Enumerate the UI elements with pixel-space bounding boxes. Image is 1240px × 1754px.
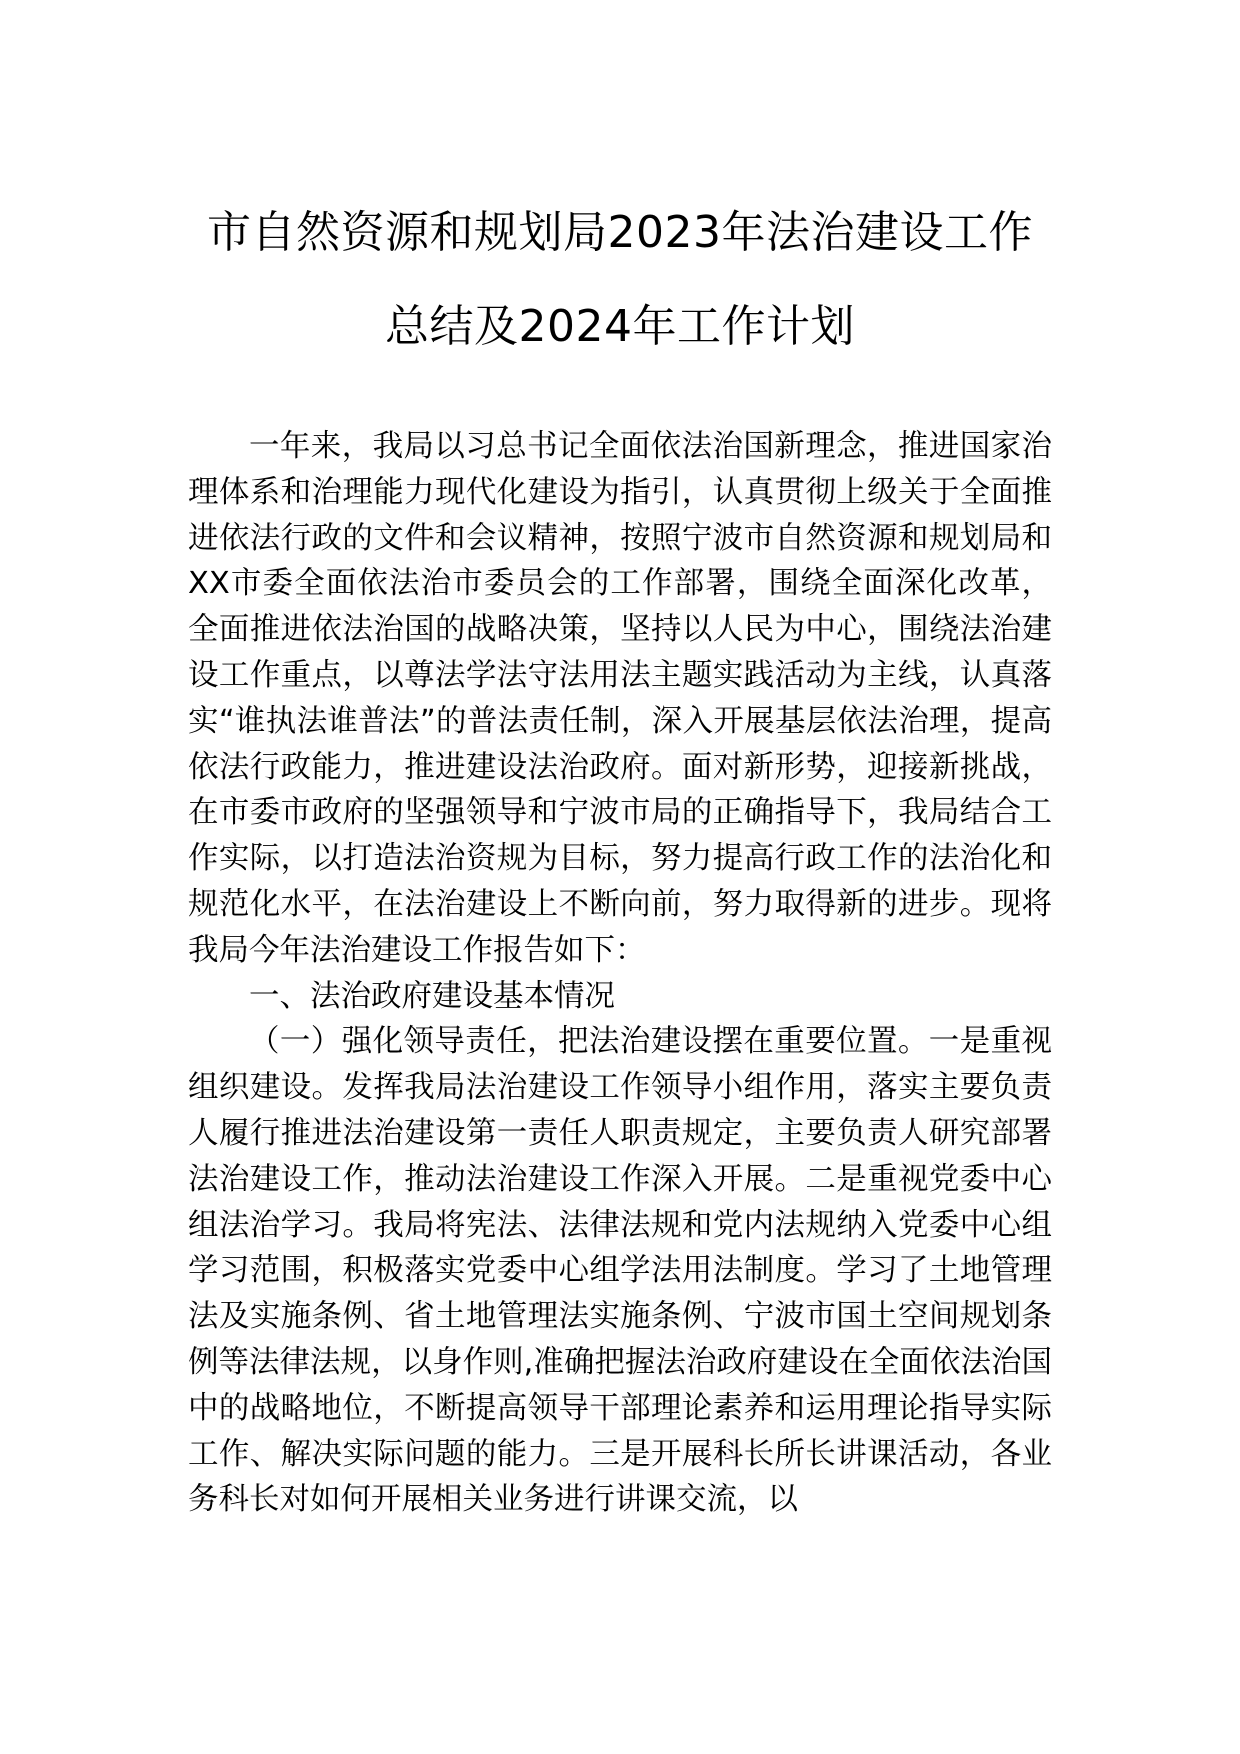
document-body [188, 424, 1052, 1523]
paragraph-intro: 一年来，我局以习总书记全面依法治国新理念，推进国家治理体系和治理能力现代化建设为指引，认真贯彻上级关于全面推进依法行政的文件和会议精神，按照宁波市自然资源和规划局和XX市委全面依法治市委员会的工作部署，围绕全面深化改革，全面推进依法治国的战略决策，坚持以人民为中心，围绕法治建设工作重点，以尊法学法守法用法主题实践活动为主线，认真落实“谁执法谁普法”的普法责任制，深入开展基层依法治理，提高依法行政能力，推进建设法治政府。面对新形势，迎接新挑战，在市委市政府的坚强领导和宁波市局的正确指导下，我局结合工作实际，以打造法治资规为目标，努力提高行政工作的法治化和规范化水平，在法治建设上不断向前，努力取得新的进步。现将我局今年法治建设工作报告如下： [188, 429, 1052, 968]
title-line-1: 市自然资源和规划局2023年法治建设工作 [207, 207, 1033, 258]
section-heading: 一、法治政府建设基本情况 [249, 978, 615, 1014]
document-title [120, 186, 1120, 374]
paragraph-section-1: （一）强化领导责任，把法治建设摆在重要位置。一是重视组织建设。发挥我局法治建设工作领导小组作用，落实主要负责人履行推进法治建设第一责任人职责规定，主要负责人研究部署法治建设工作，推动法治建设工作深入开展。二是重视党委中心组法治学习。我局将宪法、法律法规和党内法规纳入党委中心组学习范围，积极落实党委中心组学法用法制度。学习了土地管理法及实施条例、省土地管理法实施条例、宁波市国土空间规划条例等法律法规，以身作则,准确把握法治政府建设在全面依法治国中的战略地位，不断提高领导干部理论素养和运用理论指导实际工作、解决实际问题的能力。三是开展科长所长讲课活动，各业务科长对如何开展相关业务进行讲课交流，以 [188, 1024, 1052, 1518]
title-line-2: 总结及2024年工作计划 [385, 301, 855, 352]
